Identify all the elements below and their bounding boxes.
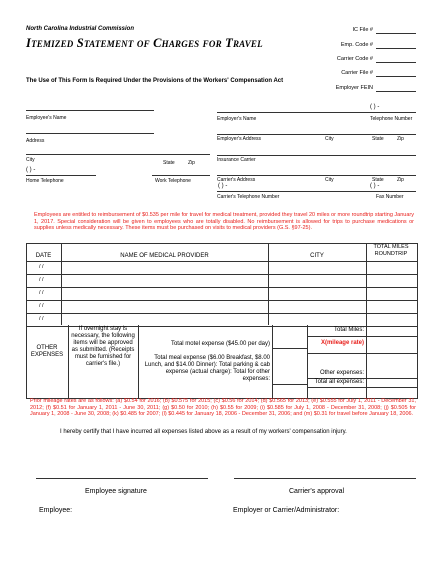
expenses-divider <box>272 325 273 398</box>
form-notice: The Use of This Form Is Required Under the Provisions of the Workers' Compensation Act <box>26 78 284 84</box>
employee-address-label: Address <box>26 138 45 144</box>
home-phone-mask: ( ) - <box>26 167 36 173</box>
carrier-phone-field[interactable] <box>217 191 416 192</box>
total-miles-line <box>307 336 417 337</box>
carrier-state-label: State <box>372 177 384 183</box>
table-row-line <box>26 313 417 314</box>
table-row-line <box>26 261 417 262</box>
work-phone-label: Work Telephone <box>155 178 191 184</box>
other-expenses-label: OTHER EXPENSES <box>30 345 64 358</box>
carrier-approval-line[interactable] <box>234 478 416 479</box>
insurance-carrier-label: Insurance Carrier <box>217 157 256 163</box>
date-cell[interactable]: / / <box>39 264 44 270</box>
employee-name-label: Employee's Name <box>26 115 67 121</box>
expenses-divider <box>138 325 139 398</box>
carrier-address-field[interactable] <box>217 175 416 176</box>
employer-zip-label: Zip <box>397 136 404 142</box>
emp-code-field[interactable] <box>376 48 416 49</box>
employer-state-label: State <box>372 136 384 142</box>
other-expenses-total-label: Other expenses: <box>319 370 364 376</box>
employee-signature-label: Employee signature <box>85 488 147 495</box>
carrier-phone-label: Carrier's Telephone Number <box>217 194 280 200</box>
mileage-rate-line <box>307 353 417 354</box>
carrier-file-field[interactable] <box>376 76 416 77</box>
employer-address-field[interactable] <box>217 134 416 135</box>
date-cell[interactable]: / / <box>39 290 44 296</box>
employer-fein-field[interactable] <box>376 91 416 92</box>
motel-expense-label: Total motel expense ($45.00 per day) <box>170 341 270 347</box>
mileage-rate-label: X(mileage rate) <box>320 340 364 346</box>
carrier-zip-label: Zip <box>397 177 404 183</box>
carrier-address-label: Carrier's Address <box>217 177 256 183</box>
total-all-label: Total all expenses: <box>314 379 364 385</box>
col-date-header: DATE <box>35 253 52 259</box>
form-title: Itemized Statement of Charges for Travel <box>26 36 263 50</box>
home-phone-field[interactable] <box>26 175 96 176</box>
employer-name-label: Employer's Name <box>217 116 257 122</box>
agency-name: North Carolina Industrial Commission <box>26 26 135 32</box>
employee-label: Employee: <box>39 507 73 514</box>
employee-address-field[interactable] <box>26 133 154 134</box>
employer-fein-label: Employer FEIN <box>335 85 373 91</box>
table-row-line <box>26 287 417 288</box>
ic-file-field[interactable] <box>376 33 416 34</box>
employer-city-label: City <box>325 136 334 142</box>
carrier-city-label: City <box>325 177 334 183</box>
carrier-phone-mask: ( ) - <box>218 183 228 189</box>
employee-state-label: State <box>163 160 175 166</box>
employer-phone-label: Telephone Number <box>370 116 413 122</box>
employee-name-field[interactable] <box>26 110 154 111</box>
date-cell[interactable]: / / <box>39 303 44 309</box>
carrier-code-field[interactable] <box>376 62 416 63</box>
date-cell[interactable]: / / <box>39 277 44 283</box>
employer-carrier-label: Employer or Carrier/Administrator: <box>233 507 340 514</box>
col-provider-header: NAME OF MEDICAL PROVIDER <box>120 253 209 259</box>
meal-expense-label: Total meal expense ($6.00 Breakfast, $8.00 Lunch, and $14.00 Dinner): Total parking & cab expense (actual charge): Total for other expenses: <box>144 355 270 382</box>
carrier-file-label: Carrier File # <box>341 70 373 76</box>
motel-expense-field[interactable] <box>272 348 307 349</box>
reimbursement-notice <box>34 212 414 232</box>
employer-name-field[interactable] <box>217 112 416 113</box>
carrier-code-label: Carrier Code # <box>336 56 373 62</box>
other-total-field[interactable] <box>272 384 307 385</box>
expenses-divider <box>68 325 69 398</box>
employee-city-label: City <box>26 157 35 163</box>
col-city-header: CITY <box>310 253 324 259</box>
reimbursement-text: Employees are entitled to reimbursement of $0.535 per mile for travel for medical treatment, provided they travel 20 miles or more roundtrip starting January 1, 2017. Special consideration will be given to employees who are totally disabled. No reimbursement is allowed for trips to purchase medications or supplies unless medically necessary. These items must be purchased on visits to medical providers (G.S. §97-25). <box>34 212 414 231</box>
work-phone-field[interactable] <box>152 175 210 176</box>
ic-file-label: IC File # <box>352 27 373 33</box>
table-row-line <box>26 274 417 275</box>
col-miles-header: TOTAL MILES ROUNDTRIP <box>373 244 409 257</box>
overnight-note: If overnight stay is necessary, the following items will be approved as submitted. (Receipts must be furnished for carrier's file.) <box>71 326 135 367</box>
table-row-line <box>26 300 417 301</box>
prior-mileage-rates: Prior mileage rates are as follows: (a) $0.54 for 2016; (b) $0.575 for 2015; (c) $0.56 for 2014; (d) $0.565 for 2013; (e) $0.555 for July 1, 2011 - December 31, 2012; (f) $0.51 for January 1, 2011 - June 30, 2011; (g) $0.50 for 2010; (h) $0.55 for 2009; (i) $0.585 for July 1, 2008 - December 31, 2008; (j) $0.505 for January 1, 2008 - June 30, 2008; (k) $0.485 for 2007; (l) $0.445 for January 18, 2006 - December 31, 2006; and (m) $0.31 for travel before January 18, 2006. <box>30 398 416 417</box>
employer-phone-mask: ( ) - <box>370 104 380 110</box>
total-all-line <box>307 387 417 388</box>
home-phone-label: Home Telephone <box>26 178 64 184</box>
insurance-carrier-field-top <box>217 155 416 156</box>
carrier-fax-mask: ( ) - <box>370 183 380 189</box>
carrier-fax-label: Fax Number <box>376 194 404 200</box>
carrier-approval-label: Carrier's approval <box>289 488 345 495</box>
employee-zip-label: Zip <box>188 160 195 166</box>
date-cell[interactable]: / / <box>39 316 44 322</box>
total-miles-label: Total Miles: <box>333 327 364 333</box>
certification-statement: I hereby certify that I have incurred all expenses listed above as a result of my workers' compensation injury. <box>60 429 347 435</box>
employer-address-label: Employer's Address <box>217 136 262 142</box>
employee-signature-line[interactable] <box>36 478 208 479</box>
emp-code-label: Emp. Code # <box>340 42 373 48</box>
employee-city-field[interactable] <box>26 154 210 155</box>
